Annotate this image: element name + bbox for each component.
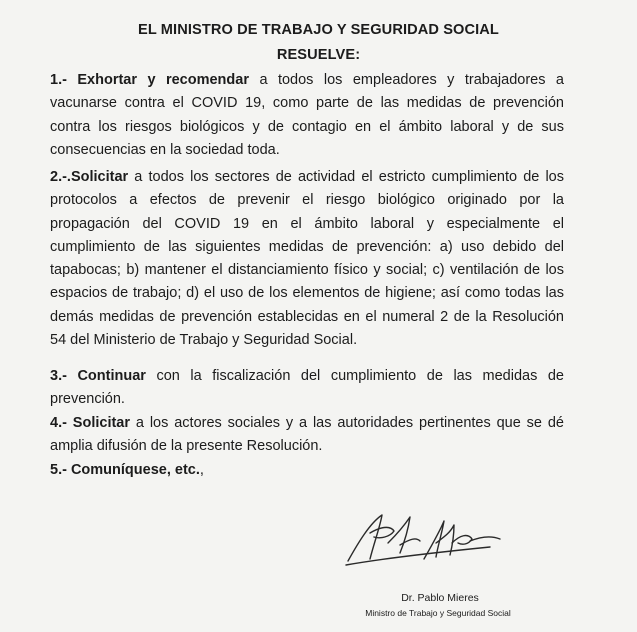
document-subtitle: RESUELVE: (276, 47, 361, 63)
signatory-title: Ministro de Trabajo y Seguridad Social (365, 608, 511, 618)
item-5-lead: 5.- Comuníquese, etc. (50, 462, 200, 478)
resolution-item-3 (50, 365, 564, 412)
document-title: EL MINISTRO DE TRABAJO Y SEGURIDAD SOCIAL (138, 22, 499, 38)
resolution-item-5 (50, 459, 564, 482)
resolution-item-1 (50, 69, 564, 162)
handwritten-signature (340, 503, 510, 573)
resolution-item-4 (50, 412, 564, 459)
item-4-text: a los actores sociales y a las autoridades pertinentes que se dé amplia difusión de la presente Resolución. (50, 415, 564, 455)
resolution-item-2 (50, 166, 564, 352)
item-2-lead: 2.-.Solicitar (50, 169, 129, 185)
item-4-lead: 4.- Solicitar (50, 415, 131, 431)
item-1-lead: 1.- Exhortar y recomendar (50, 72, 249, 88)
item-2-text: a todos los sectores de actividad el estricto cumplimiento de los protocolos a efectos de prevenir el riesgo biológico originado por la propagación del COVID 19 en el ámbito laboral y especialmente el cumplimiento de las siguientes medidas de prevención: a) uso debido del tapabocas; b) mantener el distanciamiento físico y social; c) ventilación de los espacios de trabajo; d) el uso de los elementos de higiene; así como todas las demás medidas de prevención establecidas en el numeral 2 de la Resolución 54 del Ministerio de Trabajo y Seguridad Social. (50, 169, 564, 349)
item-5-text: , (199, 462, 204, 478)
item-3-text: con la fiscalización del cumplimiento de las medidas de prevención. (50, 368, 564, 408)
item-3-lead: 3.- Continuar (50, 368, 146, 384)
item-1-text: a todos los empleadores y trabajadores a vacunarse contra el COVID 19, como parte de las medidas de prevención contra los riesgos biológicos y de contagio en el ámbito laboral y de sus consecuencias en la sociedad toda. (50, 72, 564, 158)
signatory-name: Dr. Pablo Mieres (401, 592, 479, 604)
